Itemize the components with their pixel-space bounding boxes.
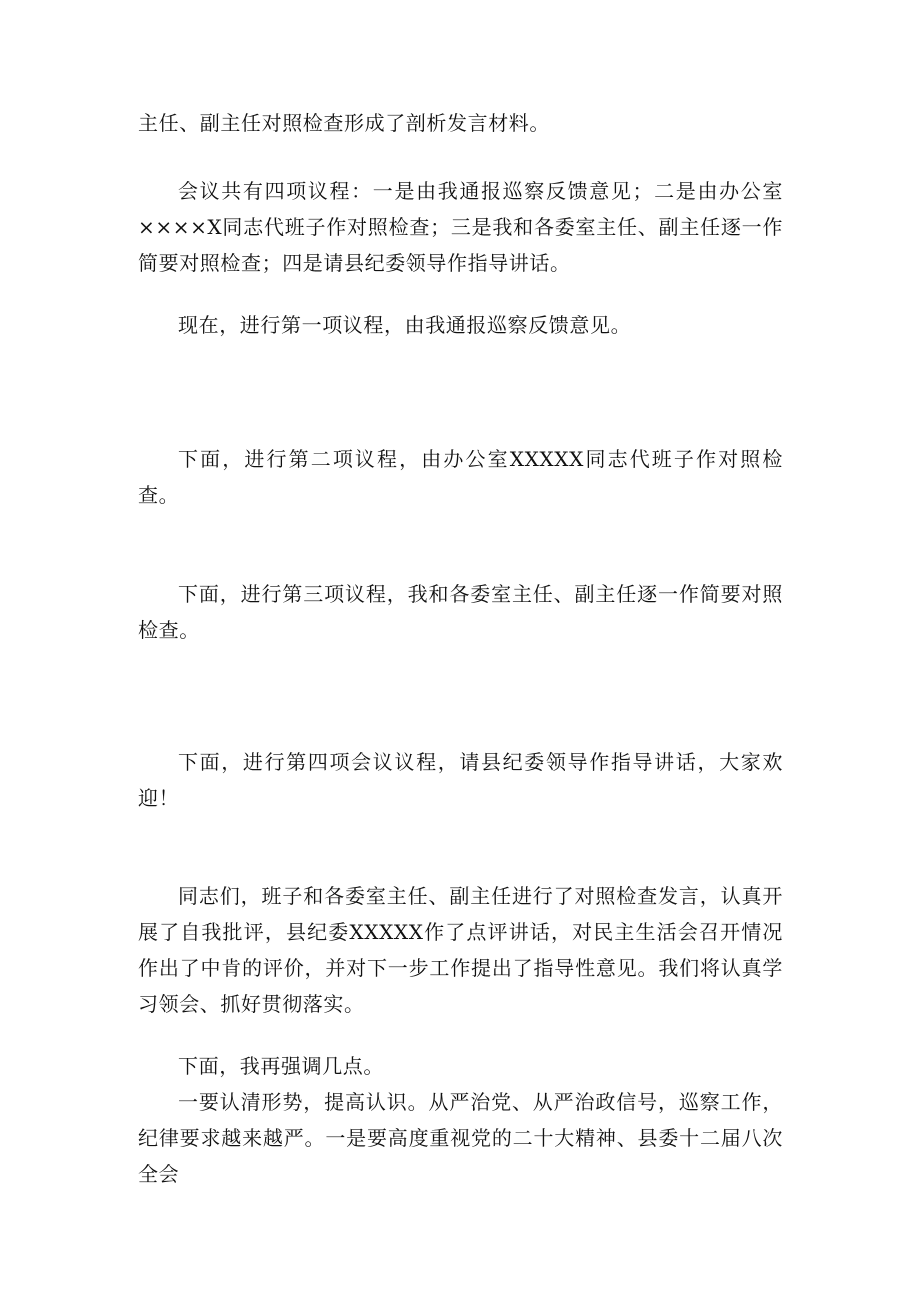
- paragraph-item-3: 下面，进行第三项议程，我和各委室主任、副主任逐一作简要对照检查。: [138, 582, 783, 642]
- paragraph-1: 主任、副主任对照检查形成了剖析发言材料。: [138, 111, 550, 135]
- paragraph-agenda: 会议共有四项议程：一是由我通报巡察反馈意见；二是由办公室××××X同志代班子作对照检查；三是我和各委室主任、副主任逐一作简要对照检查；四是请县纪委领导作指导讲话。: [138, 179, 783, 275]
- paragraph-item-1: 现在，进行第一项议程，由我通报巡察反馈意见。: [178, 313, 632, 337]
- paragraph-item-4: 下面，进行第四项会议议程，请县纪委领导作指导讲话，大家欢迎！: [138, 750, 783, 810]
- paragraph-summary: 同志们，班子和各委室主任、副主任进行了对照检查发言，认真开展了自我批评，县纪委XXXXX作了点评讲话，对民主生活会召开情况作出了中肯的评价，并对下一步工作提出了指导性意见。我们将认真学习领会、抓好贯彻落实。: [138, 884, 783, 1016]
- paragraph-emphasis-intro: 下面，我再强调几点。: [178, 1054, 384, 1078]
- paragraph-item-2: 下面，进行第二项议程，由办公室XXXXX同志代班子作对照检查。: [138, 447, 783, 507]
- paragraph-point-1: 一要认清形势，提高认识。从严治党、从严治政信号，巡察工作，纪律要求越来越严。一是要高度重视党的二十大精神、县委十二届八次全会: [138, 1090, 783, 1186]
